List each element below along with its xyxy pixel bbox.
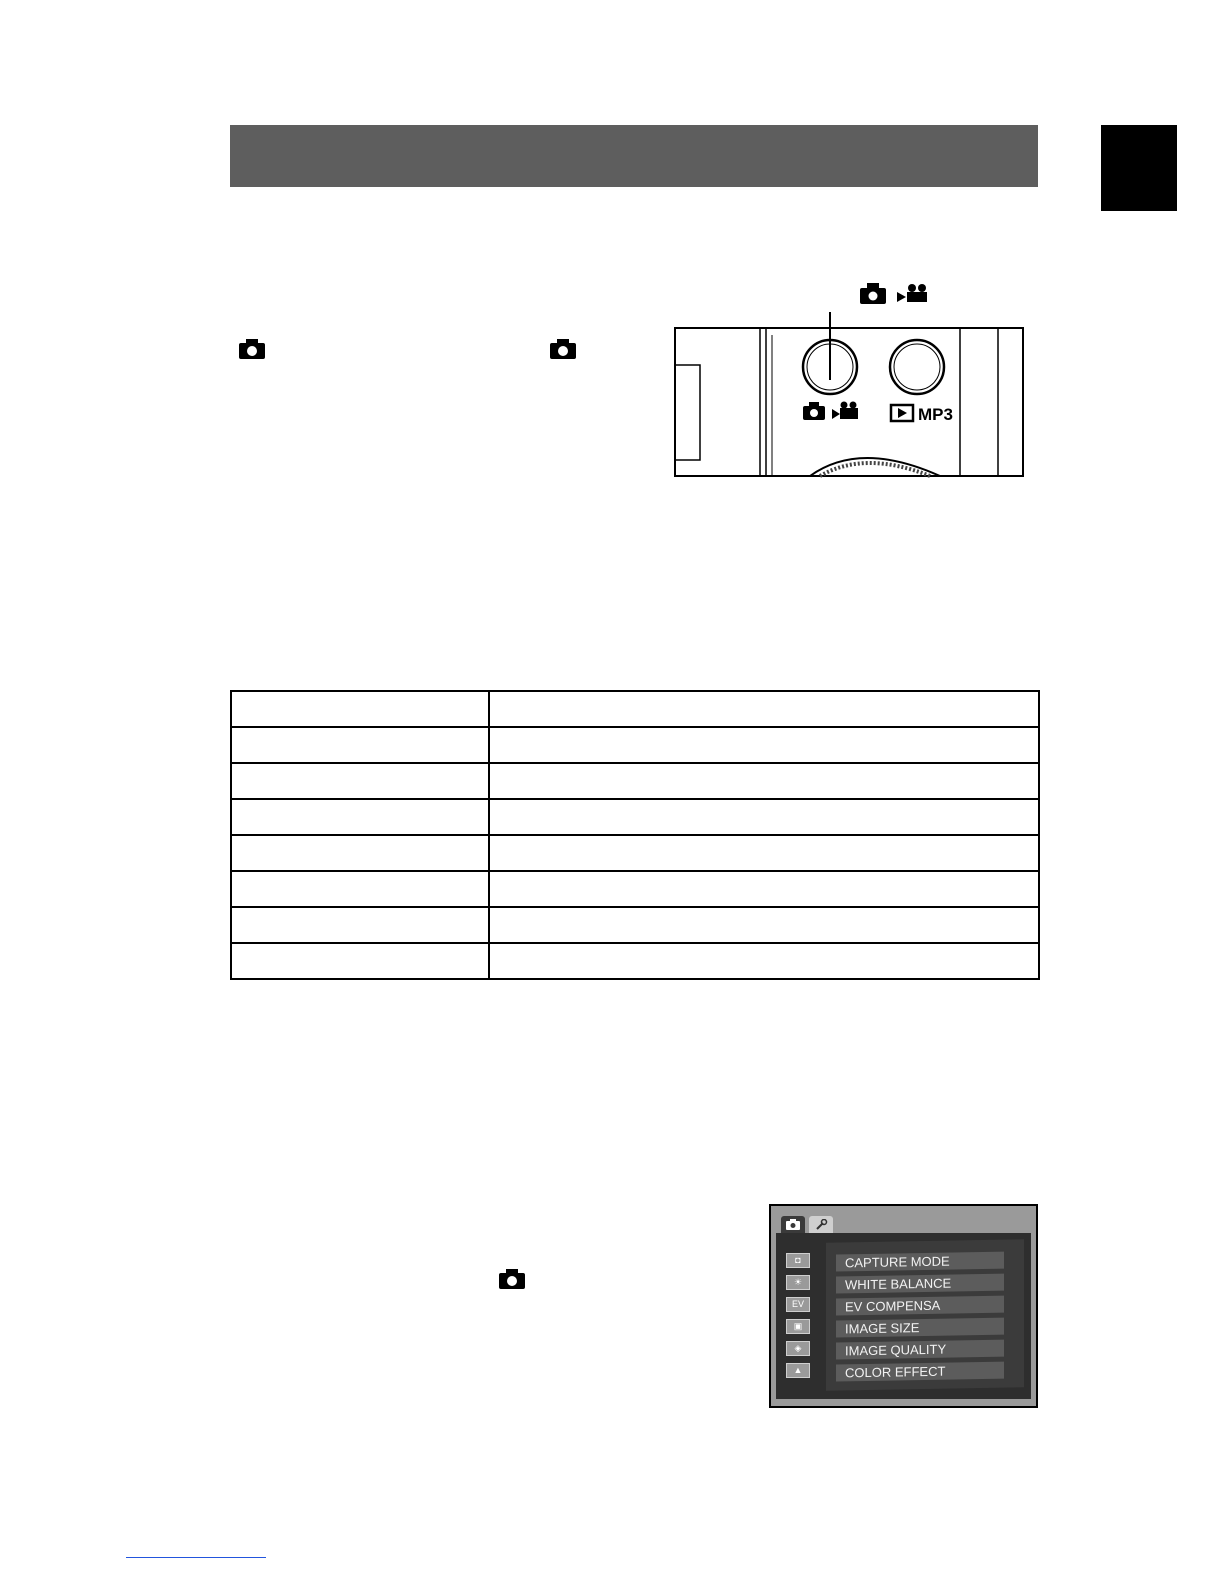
tab-capture[interactable] <box>781 1216 805 1233</box>
table-cell <box>231 727 489 763</box>
table-cell <box>231 763 489 799</box>
menu-item-image-quality[interactable]: IMAGE QUALITY <box>836 1340 1004 1360</box>
table-cell <box>231 907 489 943</box>
menu-item-white-balance[interactable]: WHITE BALANCE <box>836 1274 1004 1294</box>
tab-setup[interactable] <box>809 1216 833 1233</box>
table-row <box>231 943 1039 979</box>
menu-item-color-effect[interactable]: COLOR EFFECT <box>836 1362 1004 1382</box>
mp3-label: MP3 <box>918 405 953 424</box>
table-row <box>231 799 1039 835</box>
menu-item-capture-mode[interactable]: CAPTURE MODE <box>836 1252 1004 1272</box>
playback-icon <box>891 405 913 421</box>
table-cell <box>489 943 1039 979</box>
settings-table <box>230 690 1040 980</box>
menu-item-image-size[interactable]: IMAGE SIZE <box>836 1318 1004 1338</box>
chapter-tab <box>1101 125 1177 211</box>
camera-icon <box>497 1268 527 1290</box>
capture-mode-label-icons <box>803 402 858 421</box>
menu-item-ev-compensation[interactable]: EV COMPENSA <box>836 1296 1004 1316</box>
wrench-icon <box>814 1219 828 1231</box>
camera-icon <box>237 338 267 360</box>
menu-list <box>826 1239 1024 1390</box>
ev-icon[interactable]: EV <box>786 1297 810 1312</box>
table-cell <box>489 727 1039 763</box>
table-cell <box>489 763 1039 799</box>
table-row <box>231 727 1039 763</box>
color-effect-icon[interactable]: ▲ <box>786 1363 810 1378</box>
camera-top-illustration <box>660 280 1035 485</box>
table-row <box>231 871 1039 907</box>
camera-icon <box>786 1219 800 1230</box>
table-cell <box>231 943 489 979</box>
camera-video-mode-icon <box>860 283 927 304</box>
table-cell <box>489 871 1039 907</box>
table-row <box>231 691 1039 727</box>
white-balance-icon[interactable]: ☀ <box>786 1275 810 1290</box>
section-header-bar <box>230 125 1038 187</box>
table-cell <box>231 835 489 871</box>
footer-link[interactable] <box>126 1557 266 1558</box>
table-cell <box>489 691 1039 727</box>
table-cell <box>489 907 1039 943</box>
table-cell <box>489 799 1039 835</box>
table-row <box>231 835 1039 871</box>
table-cell <box>231 799 489 835</box>
capture-menu-screenshot <box>769 1204 1038 1408</box>
table-row <box>231 763 1039 799</box>
camera-icon[interactable]: ◘ <box>786 1253 810 1268</box>
image-size-icon[interactable]: ▣ <box>786 1319 810 1334</box>
table-cell <box>489 835 1039 871</box>
table-cell <box>231 691 489 727</box>
camera-icon <box>548 338 578 360</box>
image-quality-icon[interactable]: ◈ <box>786 1341 810 1356</box>
table-cell <box>231 871 489 907</box>
menu-content <box>776 1233 1031 1399</box>
table-row <box>231 907 1039 943</box>
menu-tabs <box>781 1216 833 1233</box>
